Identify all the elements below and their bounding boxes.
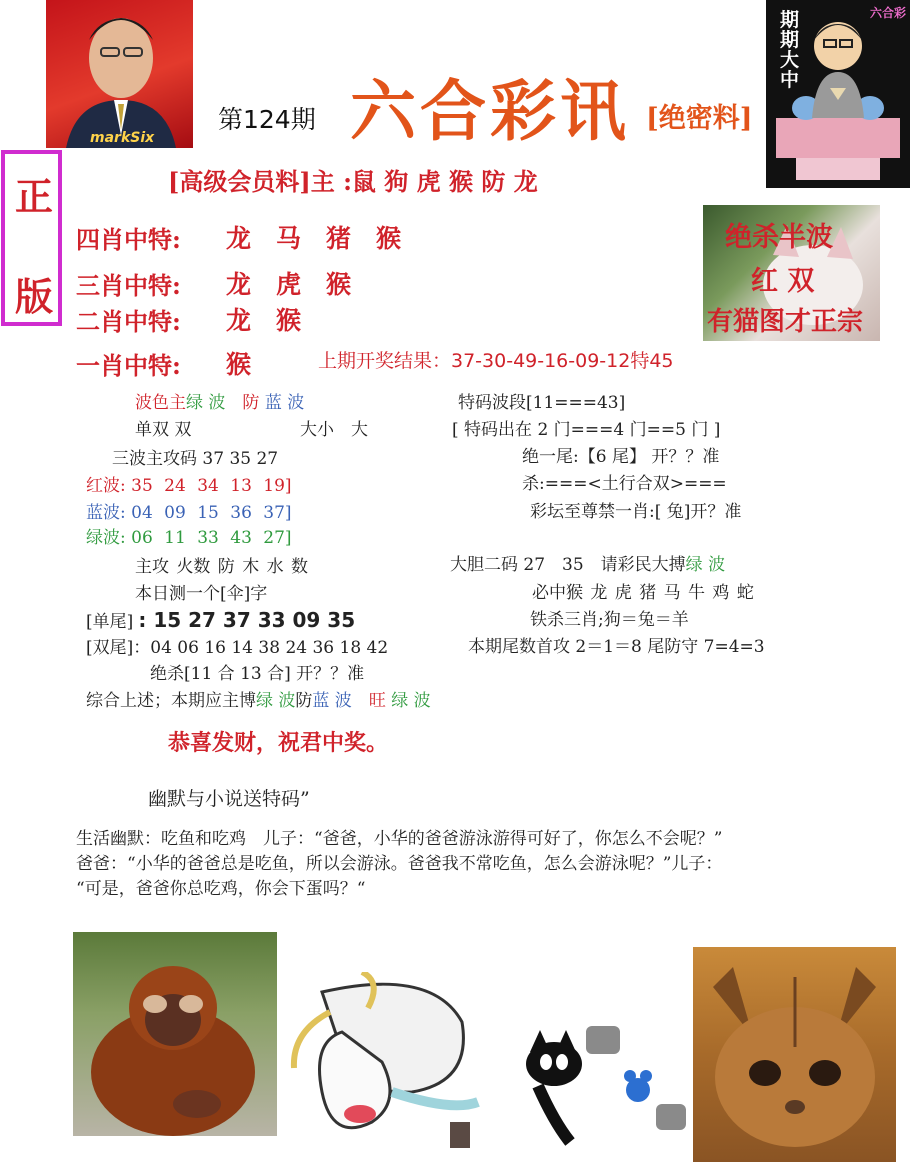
title-tag: [绝密料] [646,103,753,134]
pick-one-values: 猴 [226,350,252,379]
story-line-1: 生活幽默：吃鱼和吃鸡 儿子：“爸爸，小华的爸爸游泳游得可好了，你怎么不会呢？” [76,829,723,849]
wave-main-b: 绿 波 [186,393,226,413]
one-tail: 绝一尾:【6 尾】 开？？准 [522,447,720,467]
cat-mouse-icon [510,1012,690,1162]
story-line-3: “可是，爸爸你总吃鸡，你会下蛋吗？“ [76,879,366,899]
green-wave-numbers: 06 11 33 43 27] [131,528,292,548]
orangutan-photo [73,932,277,1136]
pick-two-label: 二肖中特: [76,307,181,336]
odd-even: 单双 双 [135,420,192,440]
blue-wave-label: 蓝波: [86,503,126,523]
main-attack: 主攻 火数 防 木 水 数 [135,557,309,577]
page-title: 六合彩讯 [350,72,630,150]
forum-ban: 彩坛至尊禁一肖:[ 兔]开？准 [530,502,742,522]
two-codes-a: 大胆二码 27 35 请彩民大搏 [450,555,686,575]
wave-main-a: 波色主 [135,393,186,413]
wet-cat-icon [693,947,896,1162]
summary-b: 绿 波 [256,691,296,711]
char-test: 本日测一个[伞]字 [135,584,268,604]
blue-wave-line [86,503,292,523]
pick-two-values: 龙 猴 [226,306,302,335]
single-tail-label: [单尾] [86,612,134,632]
kill-element: 杀:===<土行合双>=== [522,474,727,494]
red-wave-label: 红波: [86,476,126,496]
badge-line-2: 版 [15,274,54,319]
red-wave-numbers: 35 24 34 13 19] [131,476,292,496]
three-wave-attack: 三波主攻码 37 35 27 [112,449,279,469]
must-hit: 必中猴 龙 虎 猪 马 牛 鸡 蛇 [532,583,754,603]
wet-cat-photo [693,947,896,1162]
pick-four-values: 龙 马 猪 猴 [226,224,402,253]
single-tail-line [86,608,355,632]
pick-one-label: 一肖中特: [76,351,181,380]
wave-main-d: 蓝 波 [264,393,305,413]
cat-mouse-cartoon [510,1012,690,1162]
iron-kill: 铁杀三肖;狗＝兔＝羊 [530,610,689,630]
summary-d: 蓝 波 [312,691,352,711]
pick-three-values: 龙 虎 猴 [226,270,352,299]
congrats-line: 恭喜发财，祝君中奖。 [168,730,389,756]
kill-box-line-3: 有猫图才正宗 [707,307,864,337]
special-door: [ 特码出在 2 门===4 门==5 门 ] [452,420,721,440]
two-codes-line [450,555,725,575]
single-tail-numbers: : 15 27 37 33 09 35 [138,608,356,632]
kill-combo: 绝杀[11 合 13 合] 开？？准 [150,664,365,684]
cartoon-text-left: 期期大中 [780,9,800,91]
pick-three-label: 三肖中特: [76,271,181,300]
big-small: 大小 大 [300,420,368,440]
kill-half-wave-box [703,205,880,341]
summary-line [86,691,431,711]
tail-attack: 本期尾数首攻 2＝1＝8 尾防守 7=4=3 [468,637,765,657]
story-line-2: 爸爸：“小华的爸爸总是吃鱼，所以会游泳。爸爸我不常吃鱼，怎么会游泳呢？”儿子： [76,854,723,874]
bull-cartoon [282,972,482,1162]
cartoon-text-right: 六合彩 [870,6,907,20]
kill-box-line-1: 绝杀半波 [725,222,833,253]
summary-a: 综合上述；本期应主博 [86,691,256,711]
orangutan-icon [73,932,277,1136]
authentic-badge [1,150,62,326]
green-wave-label: 绿波: [86,528,126,548]
badge-line-1: 正 [15,174,54,219]
last-result: 上期开奖结果：37-30-49-16-09-12特45 [318,350,674,372]
issue-number: 第124期 [218,105,316,134]
special-range: 特码波段[11===43] [458,393,626,413]
bull-icon [282,972,482,1162]
summary-e: 旺 [368,691,386,711]
story-title: 幽默与小说送特码” [148,788,310,810]
portrait-caption: markSix [90,130,155,146]
cartoon-image [766,0,910,188]
red-wave-line [86,476,292,496]
double-tail: [双尾]：04 06 16 14 38 24 36 18 42 [86,638,389,658]
summary-f: 绿 波 [391,691,431,711]
pick-four-label: 四肖中特: [76,225,181,254]
blue-wave-numbers: 04 09 15 36 37] [131,503,292,523]
two-codes-b: 绿 波 [685,555,726,575]
portrait-figure-icon [46,0,193,148]
wave-main-line [135,393,304,413]
kill-box-line-2: 红 双 [751,266,815,297]
wave-main-c: 防 [242,393,260,413]
summary-c: 防 [295,691,313,711]
member-line: [高级会员料]主 :鼠 狗 虎 猴 防 龙 [168,167,538,196]
green-wave-line [86,528,292,548]
portrait-photo [46,0,193,148]
